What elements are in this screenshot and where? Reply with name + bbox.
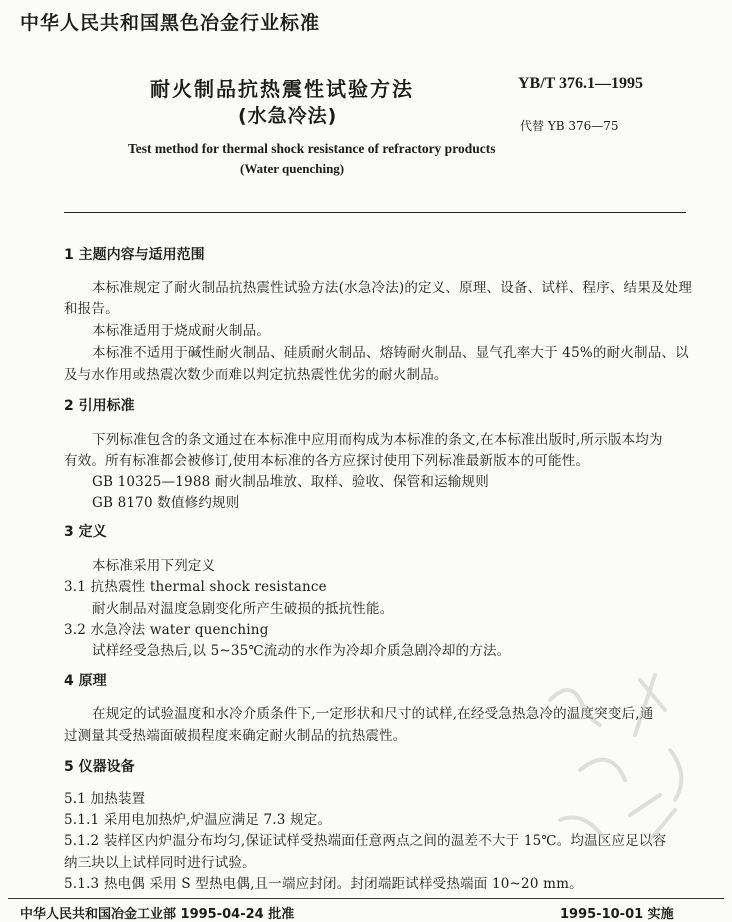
- item-5-1-1: 5.1.1 采用电加热炉,炉温应满足 7.3 规定。: [64, 812, 332, 828]
- section-2-para-1b: 有效。所有标准都会被修订,使用本标准的各方应探讨使用下列标准最新版本的可能性。: [64, 453, 590, 469]
- section-3-para-1: 本标准采用下列定义: [92, 558, 216, 574]
- reference-gb10325: GB 10325—1988 耐火制品堆放、取样、验收、保管和运输规则: [92, 474, 489, 490]
- definition-3-2-text: 试样经受急热后,以 5~35℃流动的水作为冷却介质急剧冷却的方法。: [92, 643, 511, 659]
- reference-gb8170: GB 8170 数值修约规则: [92, 495, 240, 511]
- item-5-1-3: 5.1.3 热电偶 采用 S 型热电偶,且一端应封闭。封闭端距试样受热端面 10~20 mm。: [64, 876, 583, 892]
- footer-divider: [8, 898, 724, 899]
- section-4-para-1b: 过测量其受热端面破损程度来确定耐火制品的抗热震性。: [64, 728, 407, 744]
- section-1-heading: 1 主题内容与适用范围: [64, 247, 205, 263]
- section-3-heading: 3 定义: [64, 524, 107, 540]
- section-1-para-2: 本标准适用于烧成耐火制品。: [92, 323, 271, 339]
- section-1-para-3b: 及与水作用或热震次数少而难以判定抗热震性优劣的耐火制品。: [64, 367, 448, 383]
- approval-info: 中华人民共和国冶金工业部 1995-04-24 批准: [20, 907, 295, 922]
- section-1-para-1b: 和报告。: [64, 301, 119, 317]
- item-5-1: 5.1 加热装置: [64, 791, 146, 807]
- section-4-para-1a: 在规定的试验温度和水冷介质条件下,一定形状和尺寸的试样,在经受急热急冷的温度突变后,通: [92, 706, 654, 722]
- section-5-heading: 5 仪器设备: [64, 759, 135, 775]
- definition-3-1-text: 耐火制品对温度急剧变化所产生破损的抵抗性能。: [92, 601, 394, 617]
- english-subtitle: (Water quenching): [240, 161, 345, 176]
- section-2-heading: 2 引用标准: [64, 398, 135, 414]
- replaces-note: 代替 YB 376—75: [520, 119, 619, 133]
- section-1-para-1a: 本标准规定了耐火制品抗热震性试验方法(水急冷法)的定义、原理、设备、试样、程序、结果及处理: [92, 280, 693, 296]
- definition-3-2: 3.2 水急冷法 water quenching: [64, 622, 269, 638]
- item-5-1-2b: 纳三块以上试样同时进行试验。: [64, 855, 256, 871]
- header-divider: [64, 212, 686, 213]
- document-subtitle: (水急冷法): [238, 105, 338, 127]
- definition-3-1: 3.1 抗热震性 thermal shock resistance: [64, 579, 327, 595]
- section-2-para-1a: 下列标准包含的条文通过在本标准中应用而构成为本标准的条文,在本标准出版时,所示版本均为: [92, 432, 663, 448]
- standard-code: YB/T 376.1—1995: [518, 75, 644, 92]
- section-4-heading: 4 原理: [64, 673, 107, 689]
- section-1-para-3a: 本标准不适用于碱性耐火制品、硅质耐火制品、熔铸耐火制品、显气孔率大于 45%的耐火制品、以: [92, 345, 689, 361]
- implementation-date: 1995-10-01 实施: [560, 907, 674, 922]
- watermark-seal: [520, 640, 720, 875]
- english-title: Test method for thermal shock resistance of refractory products: [128, 141, 496, 156]
- document-title: 耐火制品抗热震性试验方法: [150, 77, 414, 101]
- issuing-org: 中华人民共和国黑色冶金行业标准: [20, 12, 321, 34]
- item-5-1-2a: 5.1.2 装样区内炉温分布均匀,保证试样受热端面任意两点之间的温差不大于 15℃。均温区应足以容: [64, 833, 667, 849]
